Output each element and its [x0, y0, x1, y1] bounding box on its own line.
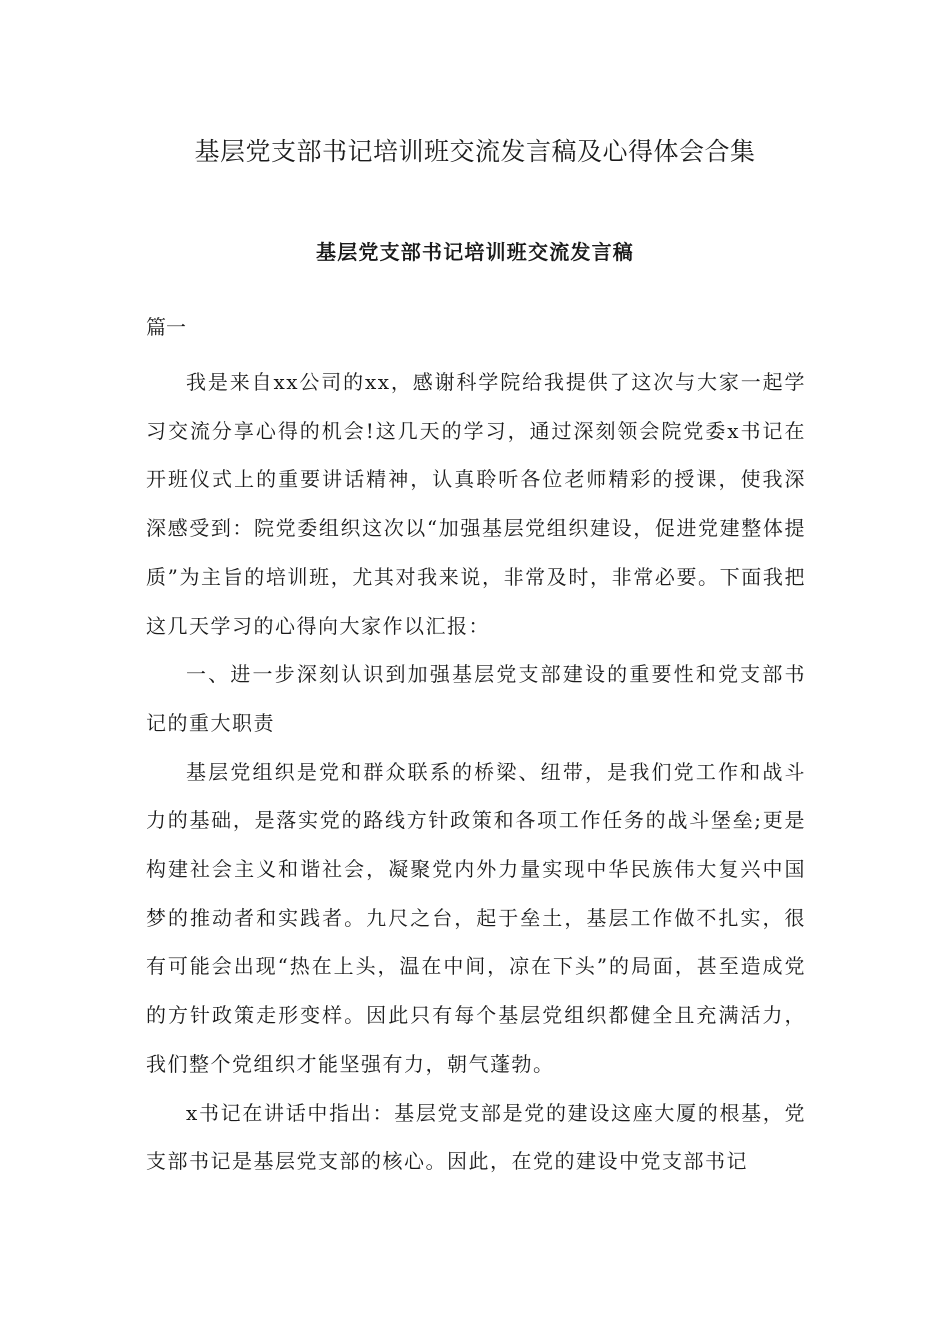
section-label: 篇一 [146, 315, 186, 339]
document-subtitle: 基层党支部书记培训班交流发言稿 [316, 240, 634, 264]
paragraph: x书记在讲话中指出：基层党支部是党的建设这座大厦的根基，党支部书记是基层党支部的核心。因此，在党的建设中党支部书记 [146, 1100, 806, 1174]
section-heading: 一、进一步深刻认识到加强基层党支部建设的重要性和党支部书记的重大职责 [146, 662, 806, 735]
body-text [146, 358, 806, 1186]
document-title: 基层党支部书记培训班交流发言稿及心得体会合集 [194, 137, 756, 166]
paragraph: 基层党组织是党和群众联系的桥梁、纽带，是我们党工作和战斗力的基础，是落实党的路线方针政策和各项工作任务的战斗堡垒;更是构建社会主义和谐社会，凝聚党内外力量实现中华民族伟大复兴中国梦的推动者和实践者。九尺之台，起于垒土，基层工作做不扎实，很有可能会出现“热在上头，温在中间，凉在下头”的局面，甚至造成党的方针政策走形变样。因此只有每个基层党组织都健全且充满活力，我们整个党组织才能坚强有力，朝气蓬勃。 [146, 759, 806, 1076]
paragraph: 我是来自xx公司的xx，感谢科学院给我提供了这次与大家一起学习交流分享心得的机会!这几天的学习，通过深刻领会院党委x书记在开班仪式上的重要讲话精神，认真聆听各位老师精彩的授课，使我深深感受到：院党委组织这次以“加强基层党组织建设，促进党建整体提质”为主旨的培训班，尤其对我来说，非常及时，非常必要。下面我把这几天学习的心得向大家作以汇报： [146, 370, 806, 638]
